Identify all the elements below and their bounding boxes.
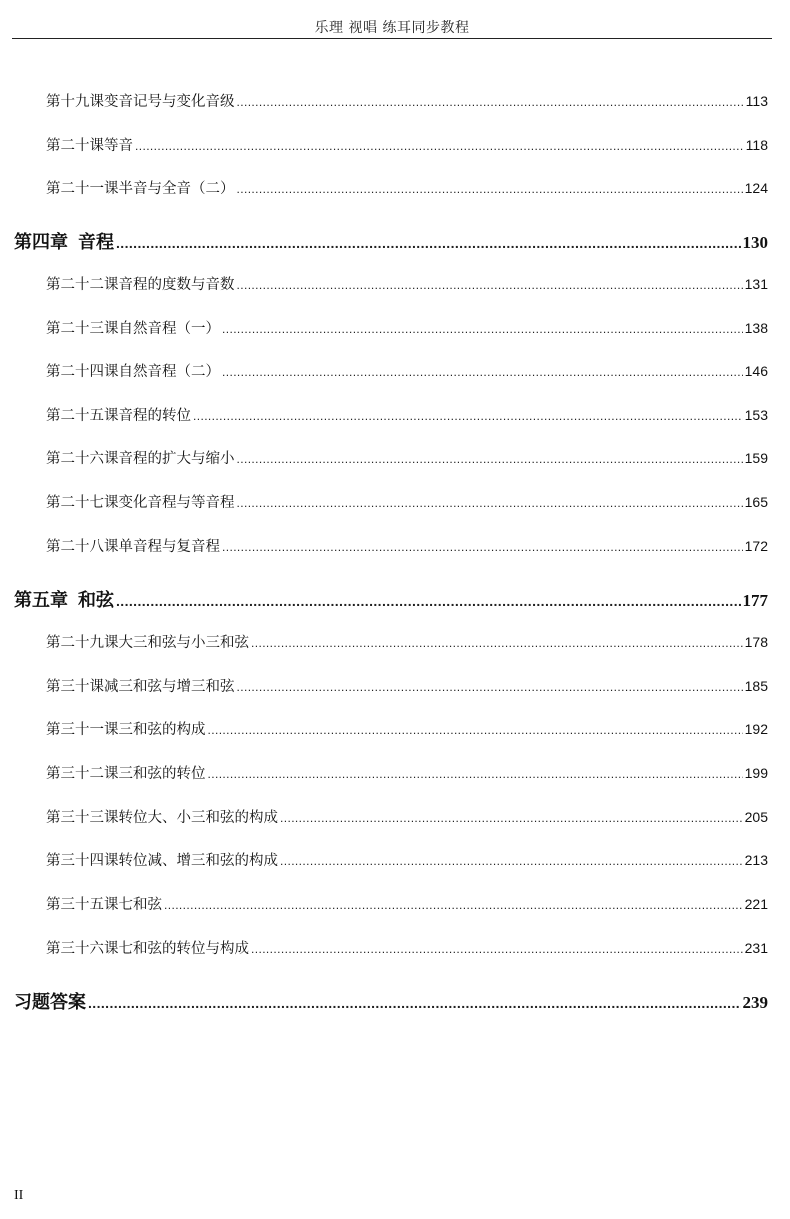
page-number: 124 xyxy=(744,180,768,196)
page-number: 199 xyxy=(744,765,768,781)
dot-leader xyxy=(222,540,743,554)
chapter-title: 音程 xyxy=(78,232,114,253)
lesson-title: 自然音程（一） xyxy=(118,321,220,337)
dot-leader xyxy=(237,95,744,109)
chapter-title: 习题答案 xyxy=(14,992,86,1013)
page-number: 185 xyxy=(744,678,768,694)
toc-entry-lesson-21[interactable] xyxy=(46,177,768,199)
lesson-title: 七和弦 xyxy=(118,897,162,913)
page-number: 113 xyxy=(745,93,768,109)
page-number: 178 xyxy=(744,634,768,650)
lesson-number: 第二十五课 xyxy=(46,408,119,424)
toc-entry-lesson-23[interactable] xyxy=(46,317,768,339)
lesson-number: 第三十一课 xyxy=(46,722,119,738)
lesson-title: 变化音程与等音程 xyxy=(118,495,235,511)
dot-leader xyxy=(208,767,743,781)
lesson-title: 大三和弦与小三和弦 xyxy=(118,635,249,651)
lesson-number: 第二十一课 xyxy=(46,181,119,197)
book-title: 乐理 视唱 练耳同步教程 xyxy=(314,20,470,36)
dot-leader xyxy=(193,409,743,423)
page-number: 131 xyxy=(744,276,768,292)
dot-leader xyxy=(116,593,741,609)
toc-entry-lesson-28[interactable] xyxy=(46,535,768,557)
toc-entry-lesson-29[interactable] xyxy=(46,631,768,653)
toc-entry-lesson-20[interactable] xyxy=(46,134,768,156)
chapter-title: 和弦 xyxy=(78,590,114,611)
lesson-number: 第二十二课 xyxy=(46,277,119,293)
dot-leader xyxy=(251,636,743,650)
lesson-number: 第三十三课 xyxy=(46,810,119,826)
chapter-number: 第五章 xyxy=(14,590,68,611)
toc-entry-lesson-36[interactable] xyxy=(46,937,768,959)
dot-leader xyxy=(237,496,743,510)
toc-entry-lesson-30[interactable] xyxy=(46,675,768,697)
lesson-title: 自然音程（二） xyxy=(118,364,220,380)
lesson-title: 等音 xyxy=(104,138,133,154)
lesson-title: 单音程与复音程 xyxy=(118,539,220,555)
lesson-number: 第二十八课 xyxy=(46,539,119,555)
toc-entry-lesson-22[interactable] xyxy=(46,273,768,295)
lesson-title: 音程的转位 xyxy=(118,408,191,424)
toc-entry-chapter-4[interactable] xyxy=(14,228,768,254)
page-number: 177 xyxy=(742,591,768,610)
page-number: 221 xyxy=(744,896,768,912)
lesson-title: 变音记号与变化音级 xyxy=(104,94,235,110)
dot-leader xyxy=(237,278,743,292)
dot-leader xyxy=(222,365,743,379)
footer-page-number: II xyxy=(14,1188,24,1203)
dot-leader xyxy=(237,452,743,466)
dot-leader xyxy=(280,854,743,868)
dot-leader xyxy=(116,235,741,251)
lesson-number: 第二十六课 xyxy=(46,451,119,467)
lesson-number: 第三十五课 xyxy=(46,897,119,913)
lesson-number: 第三十六课 xyxy=(46,941,119,957)
lesson-number: 第二十课 xyxy=(46,138,104,154)
toc-entry-lesson-32[interactable] xyxy=(46,762,768,784)
lesson-number: 第二十九课 xyxy=(46,635,119,651)
toc-entry-lesson-33[interactable] xyxy=(46,806,768,828)
toc-entry-lesson-34[interactable] xyxy=(46,849,768,871)
page-number: 231 xyxy=(744,940,768,956)
toc-entry-lesson-26[interactable] xyxy=(46,447,768,469)
lesson-title: 三和弦的构成 xyxy=(118,722,206,738)
lesson-title: 转位大、小三和弦的构成 xyxy=(118,810,278,826)
page-number: 138 xyxy=(744,320,768,336)
lesson-number: 第三十二课 xyxy=(46,766,119,782)
toc-entry-lesson-31[interactable] xyxy=(46,718,768,740)
dot-leader xyxy=(135,139,744,153)
toc-entry-lesson-35[interactable] xyxy=(46,893,768,915)
lesson-number: 第三十四课 xyxy=(46,853,119,869)
page-number: 172 xyxy=(744,538,768,554)
dot-leader xyxy=(208,723,743,737)
toc-entry-lesson-24[interactable] xyxy=(46,360,768,382)
lesson-number: 第三十课 xyxy=(46,679,104,695)
page-number: 130 xyxy=(742,233,768,252)
lesson-number: 第二十三课 xyxy=(46,321,119,337)
lesson-title: 音程的度数与音数 xyxy=(118,277,235,293)
lesson-title: 半音与全音（二） xyxy=(118,181,235,197)
page-number: 213 xyxy=(744,852,768,868)
dot-leader xyxy=(222,322,743,336)
page-number: 239 xyxy=(742,993,768,1012)
dot-leader xyxy=(280,811,743,825)
lesson-title: 音程的扩大与缩小 xyxy=(118,451,235,467)
dot-leader xyxy=(88,995,741,1011)
page-number: 205 xyxy=(744,809,768,825)
dot-leader xyxy=(164,898,743,912)
page-number: 118 xyxy=(745,137,768,153)
lesson-title: 减三和弦与增三和弦 xyxy=(104,679,235,695)
page-number: 165 xyxy=(744,494,768,510)
dot-leader xyxy=(251,942,743,956)
lesson-number: 第十九课 xyxy=(46,94,104,110)
lesson-title: 转位减、增三和弦的构成 xyxy=(118,853,278,869)
page-number: 153 xyxy=(744,407,768,423)
toc-entry-answers[interactable] xyxy=(14,988,768,1014)
toc-entry-lesson-19[interactable] xyxy=(46,90,768,112)
lesson-number: 第二十四课 xyxy=(46,364,119,380)
dot-leader xyxy=(237,680,743,694)
page-number: 146 xyxy=(744,363,768,379)
toc-entry-chapter-5[interactable] xyxy=(14,586,768,612)
page-number: 192 xyxy=(744,721,768,737)
toc-entry-lesson-27[interactable] xyxy=(46,491,768,513)
lesson-title: 七和弦的转位与构成 xyxy=(118,941,249,957)
page-number: 159 xyxy=(744,450,768,466)
lesson-title: 三和弦的转位 xyxy=(118,766,206,782)
toc-entry-lesson-25[interactable] xyxy=(46,404,768,426)
running-header xyxy=(12,0,772,39)
dot-leader xyxy=(237,182,743,196)
chapter-number: 第四章 xyxy=(14,232,68,253)
lesson-number: 第二十七课 xyxy=(46,495,119,511)
